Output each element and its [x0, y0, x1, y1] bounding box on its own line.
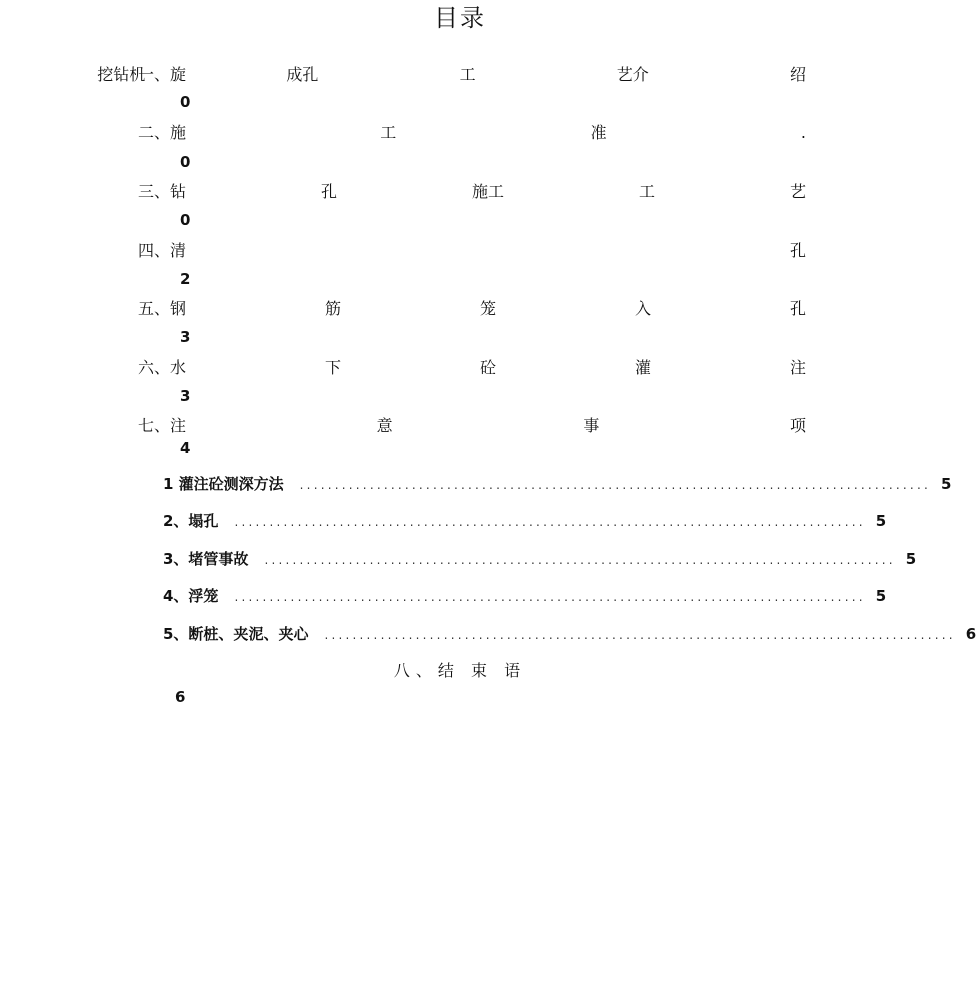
chapter-title-segment: 砼 [479, 358, 496, 377]
chapter-page-number: 3 [180, 387, 191, 405]
chapter-title-segment: 下 [324, 358, 341, 377]
toc-subitem-3[interactable] [163, 549, 917, 570]
subitem-page-number: 5 [940, 475, 952, 493]
subitem-label: 1 灌注砼测深方法 [163, 475, 284, 493]
chapter-title-segment: 入 [634, 299, 651, 318]
chapter-title-segment: 筋 [324, 299, 341, 318]
toc-chapter-7[interactable] [138, 416, 806, 457]
ending-page-number: 6 [175, 688, 186, 706]
chapter-title-segment: 事 [583, 416, 600, 435]
toc-subitem-5[interactable] [163, 624, 976, 645]
chapter-title-segment: 施工 [471, 182, 504, 201]
chapter-title-segment: 灌 [634, 358, 651, 377]
subitem-page-number: 5 [875, 587, 887, 605]
toc-subitem-2[interactable] [163, 511, 887, 532]
chapter-title-segment: 挖钻机 [97, 65, 146, 84]
chapter-page-number: 2 [180, 270, 191, 288]
dot-leader: .......................................................................................... [299, 478, 931, 492]
chapter-title-segment: 项 [789, 416, 806, 435]
toc-chapter-2[interactable] [138, 123, 806, 171]
chapter-title-segment: 六、水 [138, 358, 187, 377]
chapter-title-segment: 工 [638, 182, 655, 201]
toc-chapter-5[interactable] [138, 299, 806, 346]
chapter-title-row [138, 416, 806, 436]
toc-chapter-6[interactable] [138, 358, 806, 405]
chapter-title-segment: 绍 [789, 65, 806, 84]
subitem-label: 2、塌孔 [163, 512, 219, 530]
toc-chapter-1[interactable] [97, 65, 806, 111]
chapter-title-segment: 意 [376, 416, 393, 435]
subitem-label: 5、断桩、夹泥、夹心 [163, 625, 309, 643]
subitem-label: 4、浮笼 [163, 587, 219, 605]
chapter-title-row [97, 65, 806, 85]
dot-leader: .......................................................................................... [324, 628, 956, 642]
dot-leader: .......................................................................................... [234, 515, 866, 529]
toc-chapter-4[interactable] [138, 241, 806, 288]
chapter-title-segment: 孔 [320, 182, 337, 201]
chapter-title-segment: 工 [459, 65, 476, 84]
chapter-title-segment: 五、钢 [138, 299, 187, 318]
chapter-title-segment: 成孔 [286, 65, 319, 84]
subitem-label: 3、堵管事故 [163, 550, 249, 568]
chapter-title-row [138, 123, 806, 143]
chapter-page-number: 0 [180, 153, 191, 171]
chapter-page-number: 3 [180, 328, 191, 346]
chapter-title-segment: 准 [590, 123, 607, 142]
chapter-page-number: 0 [180, 93, 191, 111]
subitem-page-number: 5 [875, 512, 887, 530]
chapter-page-number: 4 [180, 439, 191, 457]
dot-leader: .......................................................................................... [234, 590, 866, 604]
chapter-title-segment: 注 [789, 358, 806, 377]
chapter-title-segment: 一、旋 [138, 65, 187, 84]
chapter-title-row [138, 299, 806, 319]
toc-subitem-1[interactable] [163, 474, 952, 495]
chapter-title-row [138, 182, 806, 202]
toc-ending-title[interactable]: 八、结 束 语 [393, 661, 527, 680]
chapter-title-segment: 笼 [479, 299, 496, 318]
toc-subitem-4[interactable] [163, 586, 887, 607]
chapter-title-segment: 二、施 [138, 123, 187, 142]
toc-chapter-3[interactable] [138, 182, 806, 229]
chapter-title-segment: 艺介 [616, 65, 649, 84]
subitem-page-number: 5 [905, 550, 917, 568]
chapter-title-segment: 三、钻 [138, 182, 187, 201]
chapter-title-segment: 七、注 [138, 416, 187, 435]
toc-title: 目录 [434, 4, 486, 32]
chapter-title-segment: 工 [380, 123, 397, 142]
chapter-page-number: 0 [180, 211, 191, 229]
chapter-title-segment: 孔 [789, 299, 806, 318]
chapter-title-row [138, 241, 806, 261]
chapter-title-segment: . [800, 123, 806, 142]
chapter-title-segment: 艺 [789, 182, 806, 201]
chapter-title-row [138, 358, 806, 378]
subitem-page-number: 6 [965, 625, 976, 643]
chapter-title-segment: 孔 [789, 241, 806, 260]
dot-leader: .......................................................................................... [264, 553, 896, 567]
chapter-title-segment: 四、清 [138, 241, 187, 260]
